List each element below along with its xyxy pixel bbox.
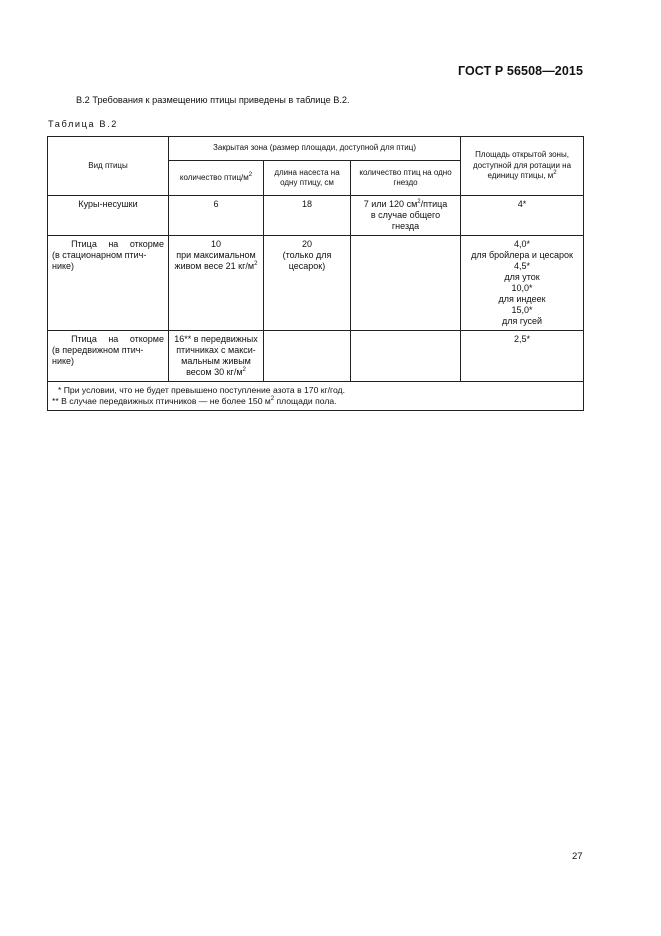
cell-nest xyxy=(351,331,461,382)
cell-nest xyxy=(351,236,461,331)
cell-open: 4* xyxy=(461,196,584,236)
table-row xyxy=(48,236,584,331)
count-line-2: при максимальном xyxy=(176,250,256,260)
header-perch: длина насеста на одну птицу, см xyxy=(264,161,351,196)
table-footnotes xyxy=(48,382,584,411)
open-line-4: для уток xyxy=(504,272,540,282)
open-line-1: 4,0* xyxy=(514,239,531,249)
footnote-1: * При условии, что не будет превышено поступление азота в 170 кг/год. xyxy=(58,385,345,395)
open-line-6: для индеек xyxy=(498,294,546,304)
open-line-2: для бройлера и цесарок xyxy=(471,250,573,260)
standard-designation: ГОСТ Р 56508—2015 xyxy=(457,64,583,78)
count-line-3: мальным живым xyxy=(181,356,251,366)
count-sup: 2 xyxy=(242,367,246,373)
count-line-1: 10 xyxy=(210,239,221,249)
footnote-2-end: площади пола. xyxy=(274,396,337,406)
count-line-1: 16** в передвижных xyxy=(174,334,258,344)
bird-line-1: Птица на откорме xyxy=(71,334,164,344)
open-line-5: 10,0* xyxy=(511,283,533,293)
bird-line-2: (в передвижном птич- xyxy=(52,345,144,355)
nest-line-1a: 7 или 120 см xyxy=(363,199,418,209)
footnote-2: ** В случае передвижных птичников — не более 150 м xyxy=(52,396,271,406)
nest-line-1-sup: 2 xyxy=(417,199,421,205)
cell-perch xyxy=(264,331,351,382)
cell-count xyxy=(169,236,264,331)
intro-paragraph: В.2 Требования к размещению птицы приведены в таблице В.2. xyxy=(76,95,350,105)
footnote-2-sup: 2 xyxy=(270,396,275,402)
header-closed-zone: Закрытая зона (размер площади, доступной для птиц) xyxy=(169,137,461,161)
header-open-zone-text: Площадь открытой зоны, доступной для ротации на единицу птицы, м xyxy=(473,150,572,181)
count-line-2: птичниках с макси- xyxy=(176,345,256,355)
count-line-4: весом 30 кг/м xyxy=(186,367,243,377)
cell-perch: 18 xyxy=(264,196,351,236)
table-caption: Таблица В.2 xyxy=(48,119,118,129)
count-sup: 2 xyxy=(254,261,258,267)
open-line-7: 15,0* xyxy=(511,305,533,315)
header-count-text: количество птиц/м xyxy=(179,172,249,182)
header-bird-type: Вид птицы xyxy=(48,137,169,196)
header-open-zone-sup: 2 xyxy=(553,170,557,177)
cell-nest xyxy=(351,196,461,236)
perch-line-1: 20 xyxy=(301,239,312,249)
nest-line-3: гнезда xyxy=(391,221,420,231)
perch-line-3: цесарок) xyxy=(288,261,326,271)
bird-line-1: Птица на откорме xyxy=(71,239,164,249)
perch-line-2: (только для xyxy=(282,250,332,260)
cell-perch xyxy=(264,236,351,331)
header-open-zone xyxy=(461,137,584,196)
count-line-3: живом весе 21 кг/м xyxy=(174,261,255,271)
cell-count xyxy=(169,331,264,382)
table-row xyxy=(48,331,584,382)
page-number: 27 xyxy=(572,851,583,862)
nest-line-1b: /птица xyxy=(420,199,448,209)
requirements-table xyxy=(47,136,584,411)
header-count xyxy=(169,161,264,196)
open-line-8: для гусей xyxy=(501,316,543,326)
cell-bird xyxy=(48,331,169,382)
table-row xyxy=(48,196,584,236)
cell-bird: Куры-несушки xyxy=(48,196,169,236)
nest-line-2: в случае общего xyxy=(370,210,441,220)
header-nest: количество птиц на одно гнездо xyxy=(351,161,461,196)
header-count-sup: 2 xyxy=(248,171,253,178)
cell-bird xyxy=(48,236,169,331)
cell-count: 6 xyxy=(169,196,264,236)
bird-line-2: (в стационарном птич- xyxy=(52,250,147,260)
cell-open: 2,5* xyxy=(461,331,584,382)
bird-line-3: нике) xyxy=(52,261,75,271)
open-line-3: 4,5* xyxy=(514,261,531,271)
bird-line-3: нике) xyxy=(52,356,75,366)
cell-open xyxy=(461,236,584,331)
